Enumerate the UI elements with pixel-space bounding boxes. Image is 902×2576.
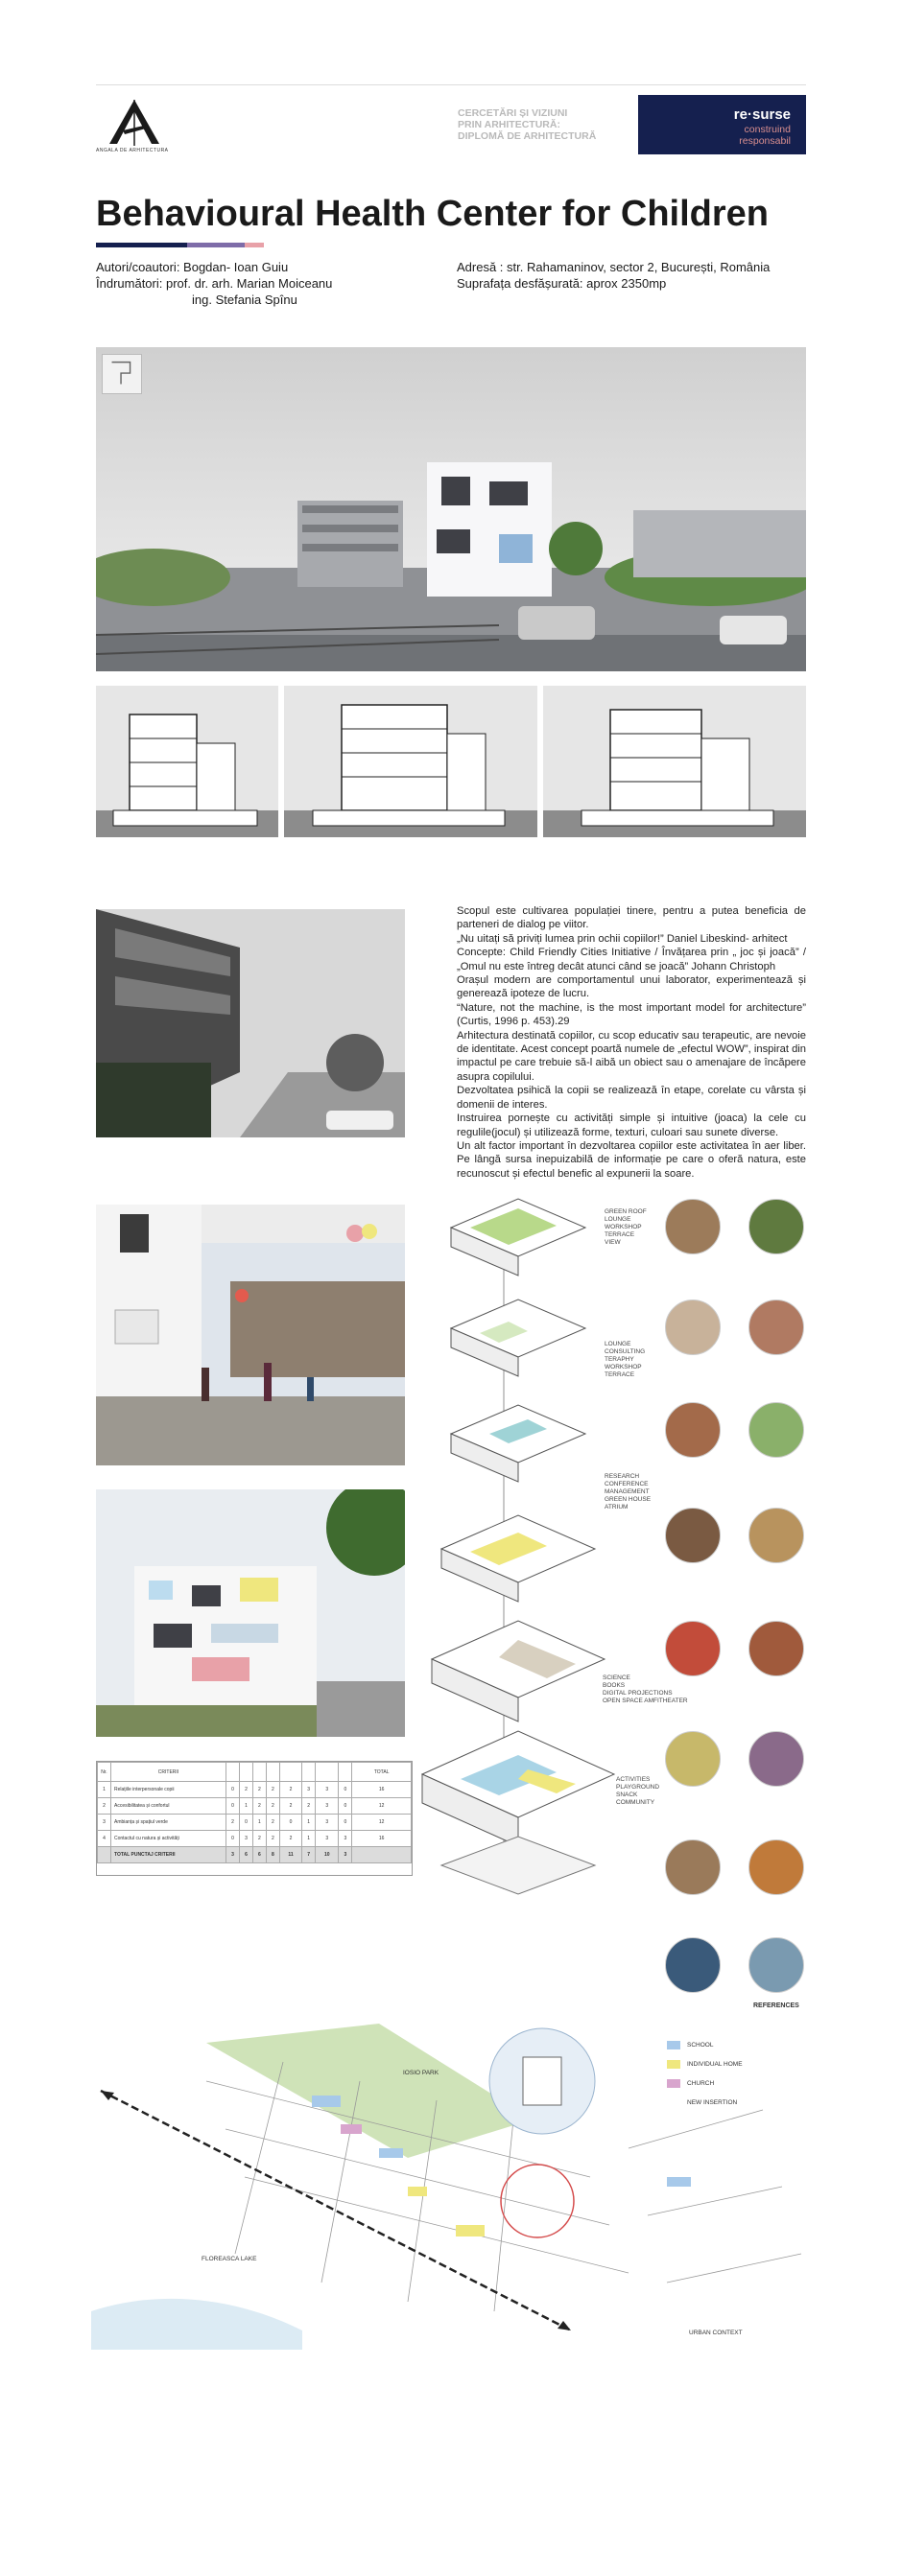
axon-label-1: GREEN ROOF LOUNGE WORKSHOP TERRACE VIEW: [605, 1208, 647, 1246]
table-header: [302, 1763, 316, 1782]
authors: Autori/coautori: Bogdan- Ioan Guiu: [96, 260, 289, 274]
brand-subtitle: [739, 124, 791, 147]
references-label: REFERENCES: [753, 2002, 799, 2009]
table-row: [98, 1782, 412, 1798]
table-header: [279, 1763, 301, 1782]
table-cell: Accesibilitatea și confortul: [111, 1798, 226, 1815]
supervisors-second: ing. Stefania Spînu: [192, 293, 297, 307]
reference-image: [665, 1937, 721, 1993]
table-cell: 2: [266, 1831, 279, 1847]
table-cell: 0: [339, 1815, 352, 1831]
table-cell: 3: [226, 1847, 240, 1863]
axon-label-3: RESEARCH CONFERENCE MANAGEMENT GREEN HOUSE ATRIUM: [605, 1473, 652, 1510]
table-cell: 11: [279, 1847, 301, 1863]
brand-name: re·surse: [733, 106, 791, 123]
table-row: [98, 1831, 412, 1847]
axon-level-3: [451, 1405, 585, 1482]
legend-swatch-home: [667, 2060, 680, 2069]
description-paragraph: Dezvoltatea psihică la copii se realizează în etape, corelate cu vârsta și domenii de interes.: [457, 1085, 806, 1111]
tagline-line: CERCETĂRI ȘI VIZIUNI: [458, 107, 568, 119]
map-label-park: IOSIO PARK: [403, 2070, 439, 2076]
table-cell: 4: [98, 1831, 111, 1847]
street-perspective-photo: [96, 909, 405, 1137]
table-cell: 0: [279, 1815, 301, 1831]
section-drawing-2: [284, 686, 537, 837]
table-cell: [98, 1847, 111, 1863]
axon-label-2: LOUNGE CONSULTING TERAPHY WORKSHOP TERRACE: [605, 1341, 646, 1378]
axon-level-1: [432, 1621, 605, 1721]
page-title: Behavioural Health Center for Children: [96, 194, 770, 234]
description-paragraph: Arhitectura destinată copiilor, cu scop educativ sau terapeutic, are nevoie de identitate. Acest concept poartă numele de „efectul WOW”, inspirat din impactul pe care trebuie să-l aibă un obiect sau o amenajare de încăpere asupra copilului.: [457, 1029, 806, 1083]
reference-image: [748, 1937, 804, 1993]
table-row: [98, 1815, 412, 1831]
reference-image: [665, 1508, 721, 1563]
title-bar-purple: [187, 243, 245, 247]
table-cell: 3: [316, 1815, 339, 1831]
axon-basement: [441, 1837, 595, 1894]
building-exterior-render: [96, 1489, 405, 1737]
table-cell: 12: [352, 1815, 412, 1831]
table-cell: 12: [352, 1798, 412, 1815]
table-cell: Ambianța și spațiul verde: [111, 1815, 226, 1831]
table-cell: TOTAL PUNCTAJ CRITERII: [111, 1847, 226, 1863]
reference-image: [665, 1731, 721, 1787]
section-drawing-3: [543, 686, 806, 837]
table-cell: 1: [302, 1831, 316, 1847]
table-cell: 2: [279, 1798, 301, 1815]
table-cell: 1: [302, 1815, 316, 1831]
table-cell: 6: [239, 1847, 252, 1863]
reference-image: [748, 1402, 804, 1458]
project-description: [457, 904, 806, 1181]
table-cell: 3: [239, 1831, 252, 1847]
description-paragraph: Un alt factor important în dezvoltarea copiilor este activitatea în aer liber. Pe lângă sursa inepuizabilă de informație pe care o oferă natura, este recunoscut și efectul benefic al expunerii la soare.: [457, 1139, 806, 1180]
table-cell: 3: [316, 1831, 339, 1847]
school-name: ANGALA DE ARHITECTURA: [96, 148, 169, 153]
credits: [96, 259, 441, 308]
title-bar-pink: [245, 243, 264, 247]
table-cell: 0: [239, 1815, 252, 1831]
table-cell: Relațiile interpersonale copii: [111, 1782, 226, 1798]
table-row: [98, 1798, 412, 1815]
table-header: TOTAL: [352, 1763, 412, 1782]
table-cell: 0: [339, 1798, 352, 1815]
school-logo: [96, 96, 173, 163]
reference-image: [748, 1199, 804, 1254]
table-cell: 0: [226, 1782, 240, 1798]
hero-render: [96, 347, 806, 671]
table-header: [339, 1763, 352, 1782]
tagline-line: DIPLOMĂ DE ARHITECTURĂ: [458, 130, 597, 142]
tagline: [458, 107, 621, 142]
table-cell: 2: [252, 1782, 266, 1798]
table-cell: 10: [316, 1847, 339, 1863]
table-cell: 3: [339, 1847, 352, 1863]
axon-level-2: [441, 1515, 595, 1602]
table-header: Nr.: [98, 1763, 111, 1782]
playground-render: [96, 1205, 405, 1465]
legend-school: SCHOOL: [687, 2042, 714, 2049]
table-cell: 3: [316, 1782, 339, 1798]
reference-image: [665, 1300, 721, 1355]
table-cell: 1: [98, 1782, 111, 1798]
reference-image: [665, 1621, 721, 1676]
table-header: [252, 1763, 266, 1782]
map-label-context: URBAN CONTEXT: [689, 2330, 743, 2336]
resurse-brand-box: [638, 95, 806, 154]
table-header: CRITERII: [111, 1763, 226, 1782]
reference-image: [748, 1621, 804, 1676]
table-cell: 2: [279, 1782, 301, 1798]
supervisors: Îndrumători: prof. dr. arh. Marian Moiceanu: [96, 276, 333, 291]
axon-label-4: SCIENCE BOOKS DIGITAL PROJECTIONS OPEN SPACE AMFITHEATER: [603, 1674, 688, 1704]
reference-image: [748, 1731, 804, 1787]
axon-level-5: [451, 1199, 585, 1276]
table-cell: 3: [98, 1815, 111, 1831]
brand-sub-line: construind: [744, 124, 791, 135]
table-cell: 2: [266, 1798, 279, 1815]
table-cell: 3: [316, 1798, 339, 1815]
table-cell: 16: [352, 1831, 412, 1847]
reference-image: [665, 1402, 721, 1458]
table-header: [316, 1763, 339, 1782]
table-cell: 2: [226, 1815, 240, 1831]
table-cell: 7: [302, 1847, 316, 1863]
reference-image: [748, 1300, 804, 1355]
table-cell: 2: [252, 1831, 266, 1847]
table-cell: 0: [339, 1782, 352, 1798]
header-divider: [96, 84, 806, 85]
table-cell: 1: [252, 1815, 266, 1831]
area: Suprafața desfășurată: aprox 2350mp: [457, 276, 667, 291]
table-header: [226, 1763, 240, 1782]
table-header: [239, 1763, 252, 1782]
project-info: [457, 259, 812, 292]
table-cell: 2: [98, 1798, 111, 1815]
description-paragraph: Scopul este cultivarea populației tinere, pentru a putea beneficia de parteneri de dialog pe viitor.: [457, 905, 806, 931]
table-cell: Contactul cu natura și activități: [111, 1831, 226, 1847]
description-paragraph: Concepte: Child Friendly Cities Initiative / Învățarea prin „ joc și joacă” / „Omul nu este întreg decât atunci când se joacă” Johann Christoph: [457, 947, 806, 972]
table-cell: 2: [266, 1815, 279, 1831]
axon-level-0: [422, 1731, 614, 1846]
urban-context-map: [91, 2004, 811, 2350]
table-cell: 0: [226, 1831, 240, 1847]
table-cell: 1: [239, 1798, 252, 1815]
table-cell: 16: [352, 1782, 412, 1798]
description-paragraph: Instruirea pornește cu activități simple și intuitive (joaca) la cele cu regulile(jocul) și utilizează forme, texturi, culoari sau sunete diverse.: [457, 1112, 806, 1138]
tagline-line: PRIN ARHITECTURĂ:: [458, 119, 560, 130]
description-paragraph: Orașul modern are comportamentul unui laborator, experimentează și generează ipoteze de lucru.: [457, 974, 806, 1000]
table-cell: 8: [266, 1847, 279, 1863]
brand-sub-line: responsabil: [739, 135, 791, 147]
north-arrow-icon: [102, 354, 142, 394]
axon-label-5: ACTIVITIES PLAYGROUND SNACK COMMUNITY: [616, 1776, 660, 1806]
legend-church: CHURCH: [687, 2080, 715, 2087]
logo-a-icon: [96, 96, 173, 149]
table-cell: 2: [266, 1782, 279, 1798]
title-bar-navy: [96, 243, 187, 247]
table-cell: 3: [302, 1782, 316, 1798]
reference-image: [748, 1508, 804, 1563]
reference-image: [665, 1839, 721, 1895]
description-paragraph: “Nature, not the machine, is the most important model for architecture” (Curtis, 1996 p. 453).29: [457, 1001, 806, 1028]
map-label-lake: FLOREASCA LAKE: [202, 2256, 257, 2262]
legend-new-insertion: NEW INSERTION: [687, 2099, 738, 2106]
description-paragraph: „Nu uitați să priviți lumea prin ochii copiilor!” Daniel Libeskind- arhitect: [457, 932, 788, 945]
reference-image: [665, 1199, 721, 1254]
table-cell: 6: [252, 1847, 266, 1863]
table-cell: 2: [239, 1782, 252, 1798]
legend-home: INDIVIDUAL HOME: [687, 2061, 743, 2068]
legend-swatch-school: [667, 2041, 680, 2049]
address: Adresă : str. Rahamaninov, sector 2, București, România: [457, 260, 771, 274]
table-cell: [352, 1847, 412, 1863]
reference-image: [748, 1839, 804, 1895]
table-cell: 0: [226, 1798, 240, 1815]
table-cell: 2: [279, 1831, 301, 1847]
table-header: [266, 1763, 279, 1782]
table-cell: 3: [339, 1831, 352, 1847]
table-cell: 2: [302, 1798, 316, 1815]
section-drawing-1: [96, 686, 278, 837]
table-cell: 2: [252, 1798, 266, 1815]
criteria-table: [96, 1761, 413, 1876]
legend-swatch-church: [667, 2079, 680, 2088]
axon-level-4: [451, 1300, 585, 1376]
table-total-row: [98, 1847, 412, 1863]
